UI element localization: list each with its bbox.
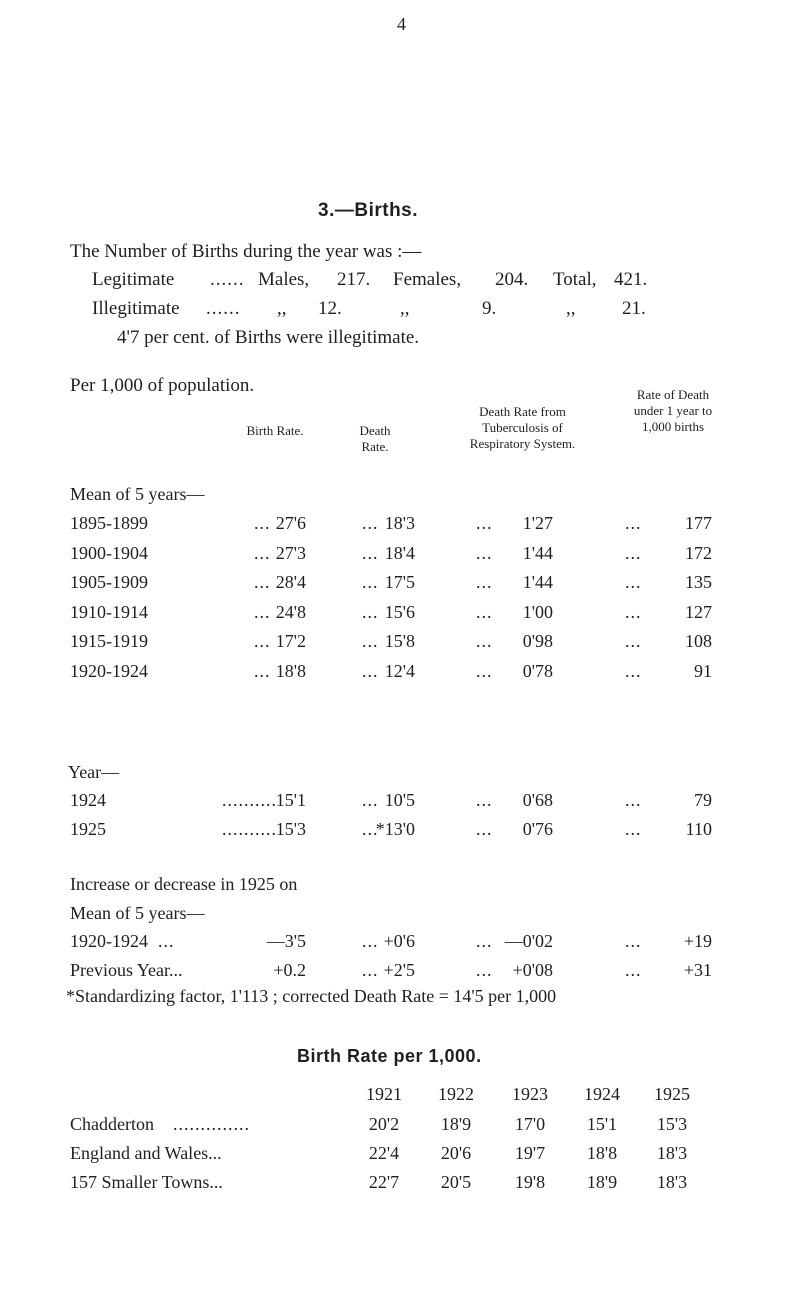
leader-dots: ... (625, 631, 642, 651)
birth-rate-value: 20'5 (440, 1172, 472, 1192)
illegitimate-note: 4'7 per cent. of Births were illegitimate. (117, 327, 420, 348)
births-label: Legitimate (92, 269, 175, 290)
birth-rate-value: 18'3 (656, 1143, 688, 1163)
birth-rate-cell: 27'3 (275, 542, 306, 563)
death-rate-cell: 10'5 (384, 790, 415, 810)
year-header: 1923 (512, 1084, 548, 1104)
column-header-birth-rate: Birth Rate. (246, 423, 304, 438)
birth-rate-value: 18'9 (440, 1114, 472, 1134)
per-population-label: Per 1,000 of population. (70, 375, 255, 396)
leader-dots: ... (254, 631, 271, 651)
change-mean-label: Mean of 5 years— (70, 903, 205, 923)
leader-dots: ... (476, 631, 493, 651)
infant-rate-cell: 172 (685, 542, 712, 563)
total-value: 421. (614, 269, 648, 290)
birth-rate-value: 20'2 (368, 1114, 400, 1134)
leader-dots: ... (362, 631, 379, 651)
infant-rate-cell: +31 (683, 959, 712, 980)
males-value: 217. (337, 269, 371, 290)
leader-dots: ... (625, 572, 642, 592)
leader-dots: ... (362, 513, 379, 533)
tb-rate-cell: 1'44 (522, 572, 553, 592)
leader-dots: ... (362, 790, 379, 810)
death-rate-cell: +0'6 (383, 931, 415, 951)
infant-rate-cell: 177 (685, 513, 712, 533)
leader-dots: .......... (222, 819, 277, 839)
area-name: England and Wales... (70, 1143, 222, 1163)
leader-dots: ... (362, 542, 379, 563)
year-header: 1924 (584, 1084, 620, 1104)
leader-dots: ...... (210, 269, 245, 290)
year-header: 1922 (438, 1084, 474, 1104)
birth-rate-value: 15'3 (656, 1114, 688, 1134)
leader-dots: ... (254, 601, 271, 622)
birth-rate-value: 18'3 (656, 1172, 688, 1192)
row-period: 1920-1924 (70, 660, 148, 681)
leader-dots: ... (625, 960, 642, 980)
tb-rate-cell: 1'00 (522, 601, 553, 622)
females-value: 204. (495, 269, 529, 290)
infant-rate-cell: 91 (694, 660, 712, 681)
leader-dots: ... (625, 931, 642, 951)
infant-rate-cell: 110 (685, 819, 712, 839)
birth-rate-cell: 17'2 (275, 631, 306, 651)
leader-dots: ... (362, 960, 379, 980)
column-header-infant-death-rate: Rate of Death under 1 year to 1,000 births (633, 387, 713, 434)
birth-rate-value: 19'8 (514, 1172, 546, 1192)
tb-rate-cell: —0'02 (504, 931, 553, 951)
leader-dots: ... (625, 542, 642, 563)
leader-dots: ...... (206, 298, 241, 319)
death-rate-cell: 15'6 (384, 601, 415, 622)
mean-label: Mean of 5 years— (70, 484, 205, 504)
leader-dots: ... (476, 931, 493, 951)
leader-dots: ... (362, 601, 379, 622)
column-header-death-rate: Death Rate. (359, 423, 391, 454)
infant-rate-cell: +19 (683, 931, 712, 951)
row-period: Previous Year... (70, 959, 183, 980)
total-value: 21. (622, 298, 646, 319)
leader-dots: ... (476, 819, 493, 839)
row-period: 1905-1909 (70, 572, 148, 592)
tb-rate-cell: 0'78 (522, 660, 553, 681)
leader-dots: ... (625, 790, 642, 810)
birth-rate-cell: 27'6 (275, 513, 306, 533)
leader-dots: ... (362, 819, 379, 839)
birth-rate-cell: 15'1 (275, 790, 306, 810)
year-header: 1921 (366, 1084, 402, 1104)
total-label: ,, (566, 298, 576, 319)
birth-rate-cell: 18'8 (275, 660, 306, 681)
page-number: 4 (397, 14, 406, 34)
infant-rate-cell: 135 (685, 572, 712, 592)
birth-rate-value: 20'6 (440, 1143, 472, 1163)
leader-dots: ... (362, 931, 379, 951)
leader-dots: ... (254, 513, 271, 533)
infant-rate-cell: 108 (685, 631, 712, 651)
leader-dots: ... (625, 513, 642, 533)
row-period: 1910-1914 (70, 601, 148, 622)
birth-rate-value: 18'8 (586, 1143, 618, 1163)
birth-rate-cell: —3'5 (266, 931, 306, 951)
row-period: 1900-1904 (70, 542, 148, 563)
total-label: Total, (553, 269, 597, 290)
infant-rate-cell: 79 (694, 790, 712, 810)
leader-dots: ... (254, 572, 271, 592)
birth-rate-cell: 28'4 (275, 572, 306, 592)
leader-dots: ... (476, 542, 493, 563)
tb-rate-cell: 0'68 (522, 790, 553, 810)
leader-dots: ... (476, 572, 493, 592)
year-header: 1925 (654, 1084, 690, 1104)
leader-dots: ... (362, 572, 379, 592)
tb-rate-cell: 1'27 (522, 513, 553, 533)
leader-dots: ... (254, 542, 271, 563)
birth-rate-value: 19'7 (514, 1143, 546, 1163)
intro-text: The Number of Births during the year was :— (70, 241, 422, 262)
leader-dots: ... (476, 960, 493, 980)
footnote: *Standardizing factor, 1'113 ; corrected Death Rate = 14'5 per 1,000 (66, 986, 557, 1006)
year-label: Year— (68, 762, 120, 782)
males-label: Males, (258, 269, 310, 290)
birth-rate-table-title: Birth Rate per 1,000. (297, 1046, 482, 1066)
females-value: 9. (482, 298, 497, 319)
death-rate-cell: 12'4 (384, 660, 415, 681)
females-label: ,, (400, 298, 410, 319)
birth-rate-cell: 15'3 (275, 819, 306, 839)
infant-rate-cell: 127 (685, 601, 712, 622)
males-value: 12. (318, 298, 342, 319)
leader-dots: ... (625, 601, 642, 622)
females-label: Females, (393, 269, 462, 290)
leader-dots: ... (625, 660, 642, 681)
area-name: Chadderton (70, 1114, 154, 1134)
leader-dots: .......... (222, 790, 277, 810)
leader-dots: ... (476, 513, 493, 533)
leader-dots: .............. (173, 1114, 250, 1134)
leader-dots: ... (362, 660, 379, 681)
birth-rate-value: 22'7 (368, 1172, 400, 1192)
row-period: 1920-1924 (70, 931, 148, 951)
row-period: 1915-1919 (70, 631, 148, 651)
row-period: 1925 (70, 819, 106, 839)
death-rate-cell: 15'8 (384, 631, 415, 651)
birth-rate-value: 17'0 (514, 1114, 546, 1134)
death-rate-cell: 18'4 (384, 542, 415, 563)
leader-dots: ... (254, 660, 271, 681)
death-rate-cell: 17'5 (384, 572, 415, 592)
leader-dots: ... (476, 790, 493, 810)
leader-dots: ... (476, 660, 493, 681)
birth-rate-value: 18'9 (586, 1172, 618, 1192)
birth-rate-cell: +0.2 (273, 959, 306, 980)
birth-rate-value: 15'1 (586, 1114, 618, 1134)
death-rate-cell: +2'5 (383, 959, 415, 980)
leader-dots: ... (476, 601, 493, 622)
death-rate-cell: *13'0 (375, 819, 415, 839)
section-title: 3.—Births. (318, 200, 419, 221)
death-rate-cell: 18'3 (384, 513, 415, 533)
males-label: ,, (277, 298, 287, 319)
tb-rate-cell: 1'44 (522, 542, 553, 563)
birth-rate-value: 22'4 (368, 1143, 400, 1163)
row-period: 1924 (70, 790, 106, 810)
birth-rate-cell: 24'8 (275, 601, 306, 622)
leader-dots: ... (158, 931, 175, 951)
births-label: Illegitimate (92, 298, 180, 319)
change-label: Increase or decrease in 1925 on (70, 874, 298, 894)
row-period: 1895-1899 (70, 513, 148, 533)
column-header-tb-death-rate: Death Rate from Tuberculosis of Respiratory System. (469, 404, 576, 451)
tb-rate-cell: 0'98 (522, 631, 553, 651)
area-name: 157 Smaller Towns... (70, 1172, 223, 1192)
leader-dots: ... (625, 819, 642, 839)
tb-rate-cell: 0'76 (522, 819, 553, 839)
tb-rate-cell: +0'08 (512, 959, 553, 980)
